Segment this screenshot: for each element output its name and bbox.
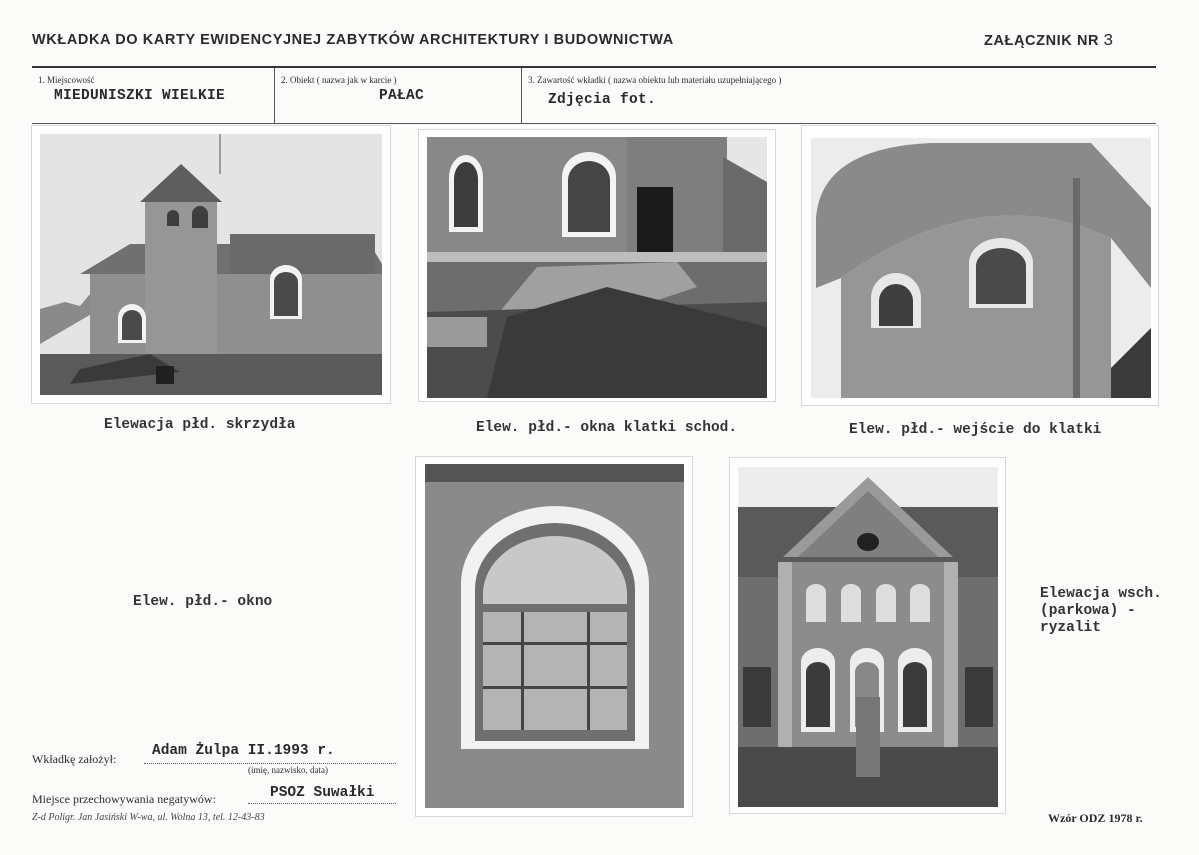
photo-staircase-windows-image [427,137,767,398]
annex-label-text: ZAŁĄCZNIK NR [984,33,1100,49]
storage-value: PSOZ Suwałki [270,785,375,801]
fields-bottom-rule [32,123,1156,124]
field-locality [32,68,275,123]
field-object-value: PAŁAC [379,88,425,104]
photo-south-wing-image [40,134,382,395]
photo-south-window-image [425,464,684,808]
caption-staircase-windows: Elew. płd.- okna klatki schod. [476,420,738,436]
author-label: Wkładkę założył: [32,752,117,766]
document-title: WKŁADKA DO KARTY EWIDENCYJNEJ ZABYTKÓW ARCHITEKTURY I BUDOWNICTWA [32,32,674,48]
printer-imprint: Z-d Poligr. Jan Jasiński W-wa, ul. Wolna 13, tel. 12-43-83 [32,812,265,823]
field-contents [522,68,1156,123]
caption-south-wing: Elewacja płd. skrzydła [104,417,296,433]
annex-number: 3 [1103,32,1114,51]
photo-south-wing [32,126,390,403]
author-hint: (imię, nazwisko, data) [248,765,328,775]
author-value: Adam Żulpa II.1993 r. [152,743,335,759]
author-dotted-line [144,763,396,764]
annex-label [984,32,1114,51]
photo-south-window [416,457,692,816]
field-contents-label: 3. Zawartość wkładki ( nazwa obiektu lub materiału uzupełniającego ) [528,75,782,85]
photo-staircase-entrance [802,126,1158,405]
field-object [275,68,522,123]
photo-east-risalit-image [738,467,998,807]
field-contents-value: Zdjęcia fot. [548,92,657,108]
field-locality-value: MIEDUNISZKI WIELKIE [54,88,226,104]
storage-label: Miejsce przechowywania negatywów: [32,792,216,806]
storage-dotted-line [248,803,396,804]
photo-staircase-entrance-image [811,138,1151,398]
field-object-label: 2. Obiekt ( nazwa jak w karcie ) [281,75,397,85]
caption-staircase-entrance: Elew. płd.- wejście do klatki [849,422,1102,438]
photo-east-risalit [730,458,1005,813]
field-locality-label: 1. Miejscowość [38,75,95,85]
photo-staircase-windows [419,130,775,401]
caption-south-window: Elew. płd.- okno [133,594,273,610]
form-model: Wzór ODZ 1978 r. [1048,811,1143,825]
caption-east-risalit: Elewacja wsch. (parkowa) - ryzalit [1040,586,1162,636]
